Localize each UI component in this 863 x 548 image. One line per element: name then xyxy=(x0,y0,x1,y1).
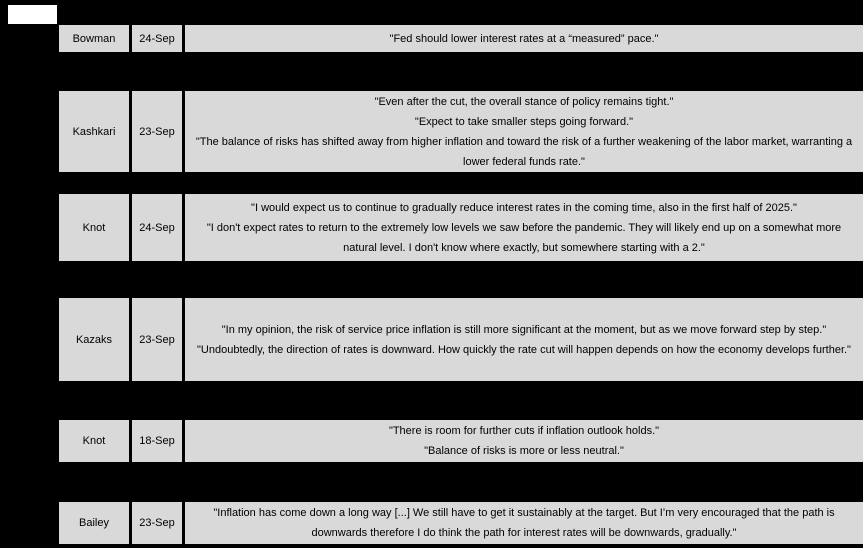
quote-line: "I would expect us to continue to gradually reduce interest rates in the coming time, also in the first half of 2025." xyxy=(251,201,797,214)
speaker-name: Kazaks xyxy=(59,298,132,381)
quote-cell xyxy=(185,25,863,52)
blank-corner-box xyxy=(8,5,57,24)
table-row xyxy=(59,502,863,544)
quote-date: 24-Sep xyxy=(132,194,185,261)
quote-date: 24-Sep xyxy=(132,25,185,52)
speaker-name: Bowman xyxy=(59,25,132,52)
speaker-name: Bailey xyxy=(59,502,132,544)
quote-date: 23-Sep xyxy=(132,91,185,172)
quote-cell xyxy=(185,91,863,172)
table-row xyxy=(59,420,863,462)
quote-line: "Undoubtedly, the direction of rates is downward. How quickly the rate cut will happen depends on how the economy develops further." xyxy=(197,343,851,356)
quote-line: "Even after the cut, the overall stance of policy remains tight." xyxy=(374,95,674,108)
quote-cell xyxy=(185,502,863,544)
speaker-name: Knot xyxy=(59,420,132,462)
quote-line: "There is room for further cuts if inflation outlook holds." xyxy=(388,425,660,437)
quote-line: "In my opinion, the risk of service price inflation is still more significant at the moment, but as we move forward step by step." xyxy=(221,323,827,336)
table-row xyxy=(59,25,863,52)
quote-date: 18-Sep xyxy=(132,420,185,462)
quote-line: "Expect to take smaller steps going forward." xyxy=(414,115,634,128)
speaker-name: Kashkari xyxy=(59,91,132,172)
quote-line: "Inflation has come down a long way [...] We still have to get it sustainably at the target. But I’m very encouraged that the path is downwards therefore I do think the path for interest rates will be downwards, gradually." xyxy=(213,507,835,539)
quote-date: 23-Sep xyxy=(132,502,185,544)
table-row xyxy=(59,298,863,381)
table-row xyxy=(59,91,863,172)
quote-line: "Fed should lower interest rates at a “measured” pace." xyxy=(389,32,659,45)
quote-line: "Balance of risks is more or less neutral." xyxy=(424,445,624,457)
table-row xyxy=(59,194,863,261)
quote-cell xyxy=(185,194,863,261)
quote-line: "The balance of risks has shifted away from higher inflation and toward the risk of a further weakening of the labor market, warranting a lower federal funds rate." xyxy=(195,135,853,168)
quote-line: "I don't expect rates to return to the extremely low levels we saw before the pandemic. They will likely end up on a somewhat more natural level. I don't know where exactly, but somewhere starting with a 2." xyxy=(206,221,842,254)
quote-cell xyxy=(185,420,863,462)
speaker-name: Knot xyxy=(59,194,132,261)
quote-date: 23-Sep xyxy=(132,298,185,381)
quote-cell xyxy=(185,298,863,381)
